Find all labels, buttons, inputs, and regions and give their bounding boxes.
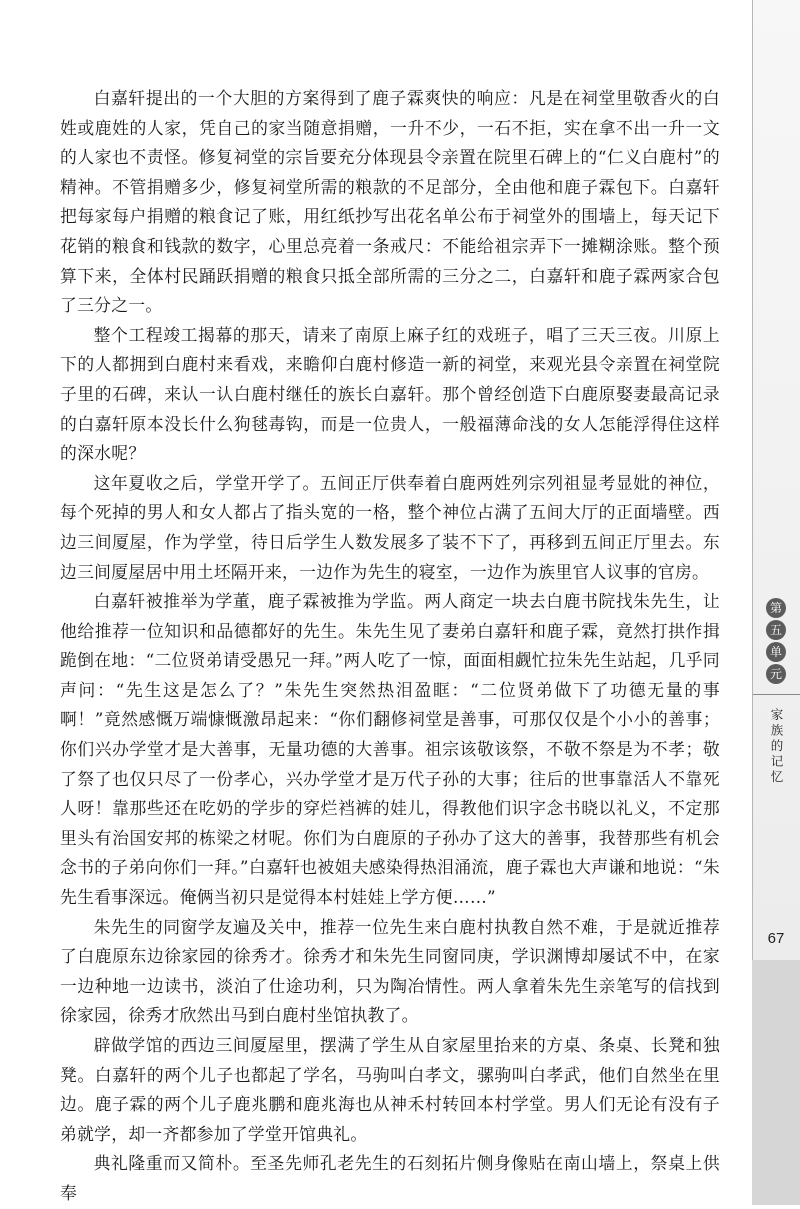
side-margin-lower-shade <box>752 960 800 1205</box>
paragraph: 典礼隆重而又简朴。至圣先师孔老先生的石刻拓片侧身像贴在南山墙上，祭桌上供奉 <box>60 1153 720 1203</box>
unit-label <box>761 598 791 684</box>
paragraph: 白嘉轩被推举为学董，鹿子霖被推为学监。两人商定一块去白鹿书院找朱先生，让他给推荐一位知识和品德都好的先生。朱先生见了妻弟白嘉轩和鹿子霖，竟然打拱作揖跪倒在地：“二位贤弟请受愚兄一拜。”两人吃了一惊，面面相觑忙拉朱先生站起，几乎同声问：“先生这是怎么了？”朱先生突然热泪盈眶：“二位贤弟做下了功德无量的事啊！”竟然感慨万端慷慨激昂起来：“你们翻修祠堂是善事，可那仅仅是个小小的善事；你们兴办学堂才是大善事，无量功德的大善事。祖宗该敬该祭，不敬不祭是为不孝；敬了祭了也仅只尽了一份孝心，兴办学堂才是万代子孙的大事；往后的世事靠活人不靠死人呀！靠那些还在吃奶的学步的穿烂裆裤的娃儿，得教他们识字念书晓以礼义，不定那里头有治国安邦的栋梁之材呢。你们为白鹿原的子孙办了这大的善事，我替那些有机会念书的子弟向你们一拜。”白嘉轩也被姐夫感染得热泪涌流，鹿子霖也大声谦和地说：“朱先生看事深远。俺俩当初只是觉得本村娃娃上学方便……” <box>60 591 720 908</box>
paragraph: 整个工程竣工揭幕的那天，请来了南原上麻子红的戏班子，唱了三天三夜。川原上下的人都拥到白鹿村来看戏，来瞻仰白鹿村修造一新的祠堂，来观光县令亲置在祠堂院子里的石碑，来认一认白鹿村继任的族长白嘉轩。那个曾经创造下白鹿原娶妻最高记录的白嘉轩原本没长什么狗毬毒钩，而是一位贵人，一般福薄命浅的女人怎能浮得住这样的深水呢？ <box>60 324 720 464</box>
unit-label-char: 单 <box>766 642 786 662</box>
paragraph: 朱先生的同窗学友遍及关中，推荐一位先生来白鹿村执教自然不难，于是就近推荐了白鹿原东边徐家园的徐秀才。徐秀才和朱先生同窗同庚，学识渊博却屡试不中，在家一边种地一边读书，淡泊了仕途功利，只为陶冶情性。两人拿着朱先生亲笔写的信找到徐家园，徐秀才欣然出马到白鹿村坐馆执教了。 <box>60 916 720 1026</box>
page-number: 67 <box>767 930 785 947</box>
unit-label-char: 第 <box>766 598 786 618</box>
paragraph: 辟做学馆的西边三间厦屋里，摆满了学生从自家屋里抬来的方桌、条桌、长凳和独凳。白嘉轩的两个儿子也都起了学名，马驹叫白孝文，骡驹叫白孝武，他们自然坐在里边。鹿子霖的两个儿子鹿兆鹏和鹿兆海也从神禾村转回本村学堂。男人们无论有没有子弟就学，却一齐都参加了学堂开馆典礼。 <box>60 1035 720 1144</box>
unit-label-char: 元 <box>766 664 786 684</box>
unit-label-char: 五 <box>766 620 786 640</box>
paragraph: 白嘉轩提出的一个大胆的方案得到了鹿子霖爽快的响应：凡是在祠堂里敬香火的白姓或鹿姓的人家，凭自己的家当随意捐赠，一升不少，一石不拒，实在拿不出一升一文的人家也不责怪。修复祠堂的宗旨要充分体现县令亲置在院里石碑上的“仁义白鹿村”的精神。不管捐赠多少，修复祠堂所需的粮款的不足部分，全由他和鹿子霖包下。白嘉轩把每家每户捐赠的粮食记了账，用红纸抄写出花名单公布于祠堂外的围墙上，每天记下花销的粮食和钱款的数字，心里总亮着一条戒尺：不能给祖宗弄下一摊糊涂账。整个预算下来，全体村民踊跃捐赠的粮食只抵全部所需的三分之二，白嘉轩和鹿子霖两家合包了三分之一。 <box>60 88 720 316</box>
unit-divider <box>753 694 800 695</box>
paragraph: 这年夏收之后，学堂开学了。五间正厅供奉着白鹿两姓列宗列祖显考显妣的神位，每个死掉的男人和女人都占了指头宽的一格，整个神位占满了五间大厅的正面墙壁。西边三间厦屋，作为学堂，待日后学生人数发展多了装不下了，再移到五间正厅里去。东边三间厦屋居中用土坯隔开来，一边作为先生的寝室，一边作为族里官人议事的官房。 <box>60 472 720 582</box>
body-text <box>60 84 720 1209</box>
unit-title: 家族的记忆 <box>769 708 784 786</box>
